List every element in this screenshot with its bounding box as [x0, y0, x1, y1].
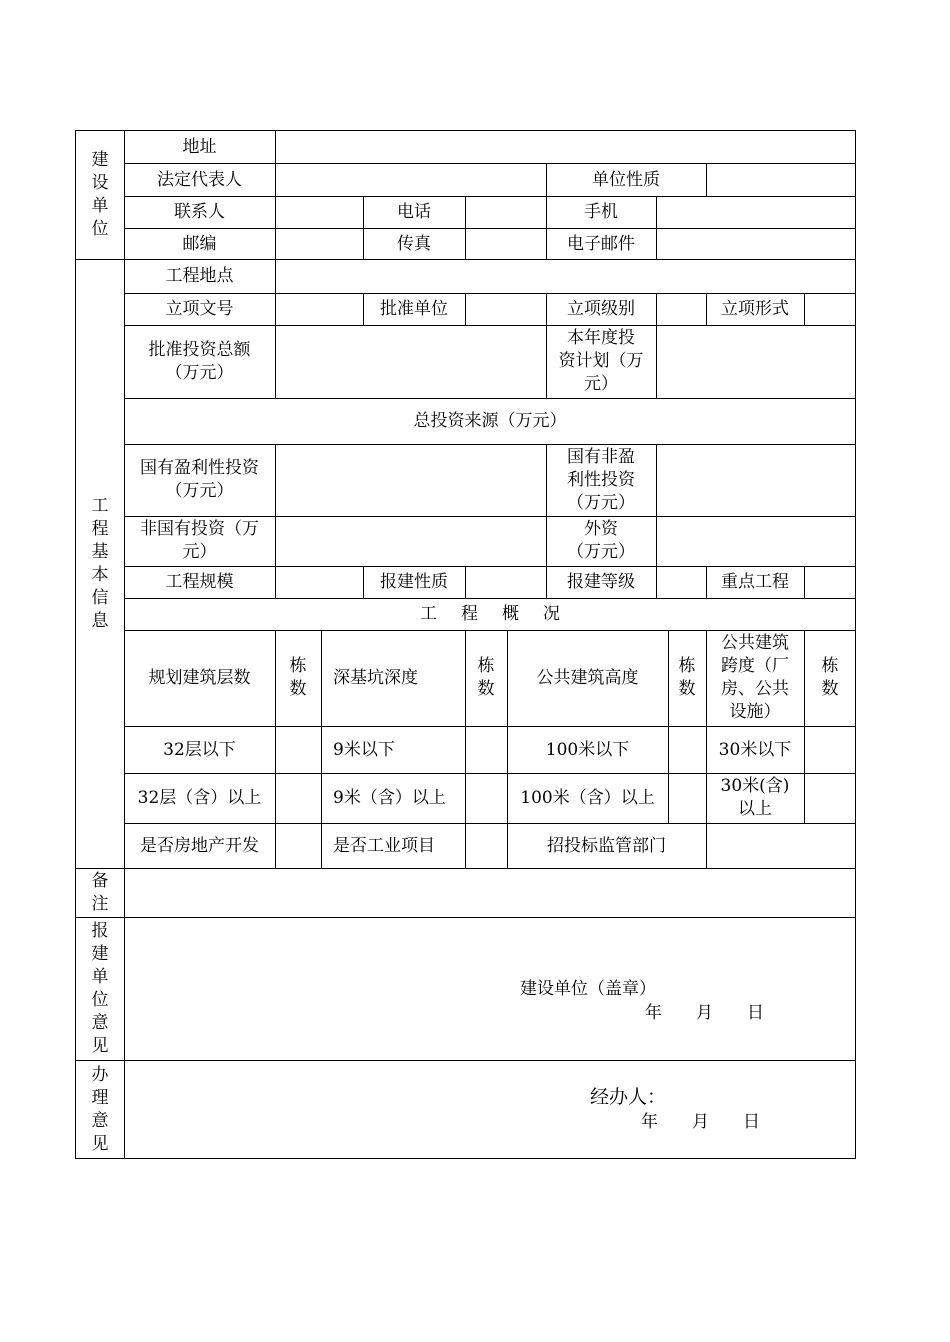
contact-field[interactable]: [275, 196, 363, 228]
label-line: 非国有投资（万: [140, 519, 259, 539]
vertical-char: 单: [91, 967, 109, 987]
phone-label: 电话: [397, 202, 431, 222]
construction-unit-section-label: [75, 130, 125, 260]
approval-level-field[interactable]: [656, 293, 706, 325]
industrial-field[interactable]: [465, 823, 507, 868]
label-line: （万元）: [567, 542, 635, 562]
real-estate-label: 是否房地产开发: [140, 835, 259, 856]
vertical-char: 设: [91, 173, 109, 193]
approval-doc-field[interactable]: [275, 293, 363, 325]
filing-opinion-field[interactable]: [124, 917, 856, 1060]
public-span-label: [706, 630, 804, 726]
seal-text: 建设单位（盖章）: [520, 979, 656, 999]
non-state-field[interactable]: [275, 516, 546, 566]
vertical-char: 见: [91, 1036, 109, 1056]
vertical-char: 建: [91, 150, 109, 170]
vertical-char: 程: [91, 519, 109, 539]
project-info-section-label: [75, 259, 125, 869]
label-line: 元）: [584, 374, 618, 394]
vertical-char: 数: [477, 679, 495, 699]
vertical-char: 信: [91, 588, 109, 608]
building-count-label: [465, 630, 507, 726]
label-line: 公共建筑: [721, 633, 789, 653]
overview-heading: [124, 598, 856, 630]
approval-unit-field[interactable]: [465, 293, 546, 325]
vertical-text: [92, 870, 109, 916]
label-line: （万元）: [567, 492, 635, 513]
annual-plan-label: [546, 325, 656, 398]
state-nonprofit-field[interactable]: [656, 444, 856, 516]
email-label: 电子邮件: [567, 233, 635, 254]
approval-level-label: 立项级别: [567, 299, 635, 319]
pit-depth-label: 深基坑深度: [333, 668, 418, 688]
label-line: 利性投资: [567, 469, 635, 490]
span-above-count-field[interactable]: [804, 773, 856, 823]
handler-text: 经办人：: [590, 1086, 667, 1108]
postcode-label: 邮编: [182, 233, 217, 254]
vertical-char: 基: [91, 542, 109, 562]
label-line: 房、公共: [721, 679, 789, 699]
label-line: 国有盈利性投资: [140, 458, 259, 478]
vertical-text: [679, 655, 696, 701]
filing-nature-label: 报建性质: [380, 572, 448, 592]
remarks-section-label: [75, 868, 125, 918]
remarks-field[interactable]: [124, 868, 856, 917]
height-below-label: 100米以下: [545, 739, 630, 760]
address-field[interactable]: [275, 130, 856, 163]
state-profit-label: [124, 444, 275, 516]
vertical-char: 位: [91, 990, 109, 1010]
fax-field[interactable]: [465, 228, 546, 259]
pit-above-label: 9米（含）以上: [333, 788, 446, 808]
vertical-text: [478, 655, 495, 701]
label-line: 批准投资总额: [148, 339, 251, 360]
filing-opinion-section-label: [75, 917, 125, 1061]
vertical-char: 建: [91, 944, 109, 964]
building-count-label: [275, 630, 321, 726]
vertical-text: [92, 149, 109, 241]
handling-date-text: 年 月 日: [641, 1112, 760, 1132]
vertical-char: 意: [91, 1013, 109, 1033]
postcode-field[interactable]: [275, 228, 363, 259]
scale-field[interactable]: [275, 566, 363, 598]
vertical-char: 位: [91, 219, 109, 239]
vertical-char: 意: [91, 1110, 109, 1131]
handling-opinion-section-label: [75, 1060, 125, 1159]
filing-date-text: 年 月 日: [645, 1003, 764, 1023]
mobile-field[interactable]: [656, 196, 856, 228]
pit-below-label: 9米以下: [333, 739, 395, 760]
annual-plan-field[interactable]: [656, 325, 856, 398]
pit-above-count-field[interactable]: [465, 773, 507, 823]
vertical-char: 本: [91, 565, 109, 585]
approval-unit-label: 批准单位: [380, 299, 448, 319]
contact-label: 联系人: [174, 202, 225, 222]
label-line: 30米(含): [720, 776, 790, 796]
vertical-char: 注: [91, 894, 109, 914]
approved-total-label: [124, 325, 275, 398]
label-line: （万元）: [165, 481, 234, 501]
label-line: 外资: [584, 519, 618, 539]
vertical-char: 栋: [678, 656, 696, 676]
label-line: 以上: [738, 799, 772, 819]
location-field[interactable]: [275, 259, 856, 293]
vertical-char: 数: [289, 679, 307, 699]
bidding-dept-label: 招投标监管部门: [547, 835, 666, 856]
label-line: 设施）: [729, 702, 781, 722]
height-above-label: 100米（含）以上: [520, 788, 655, 808]
state-nonprofit-label: [546, 444, 656, 516]
key-project-field[interactable]: [804, 566, 856, 598]
vertical-text: [92, 495, 109, 633]
filing-grade-field[interactable]: [656, 566, 706, 598]
pit-below-count-field[interactable]: [465, 726, 507, 773]
approval-form-field[interactable]: [804, 293, 856, 325]
vertical-char: 栋: [821, 656, 839, 676]
funding-source-heading: 总投资来源（万元）: [413, 411, 567, 431]
approval-doc-label: 立项文号: [165, 299, 234, 319]
filing-grade-label: 报建等级: [567, 572, 635, 592]
floors-above-count-field[interactable]: [275, 773, 321, 823]
span-below-label: 30米以下: [718, 739, 792, 760]
vertical-char: 数: [678, 679, 696, 699]
vertical-text: [92, 920, 109, 1058]
non-state-label: [124, 516, 275, 566]
vertical-char: 栋: [289, 656, 307, 676]
real-estate-field[interactable]: [275, 823, 321, 868]
floors-above-label: 32层（含）以上: [137, 788, 262, 808]
legal-rep-label: 法定代表人: [157, 169, 242, 190]
unit-nature-label: 单位性质: [592, 169, 660, 190]
public-height-label: 公共建筑高度: [536, 668, 639, 688]
label-line: 元）: [182, 542, 217, 562]
floors-below-label: 32层以下: [163, 739, 236, 760]
vertical-text: [92, 1064, 109, 1156]
key-project-label: 重点工程: [721, 572, 789, 592]
email-field[interactable]: [656, 228, 856, 259]
span-above-label: [706, 773, 804, 823]
approval-form-label: 立项形式: [721, 299, 789, 319]
floors-below-count-field[interactable]: [275, 726, 321, 773]
state-profit-field[interactable]: [275, 444, 546, 516]
scale-label: 工程规模: [165, 572, 234, 592]
label-line: 资计划（万: [558, 351, 644, 371]
vertical-char: 工: [91, 496, 109, 516]
vertical-char: 办: [91, 1064, 109, 1085]
mobile-label: 手机: [584, 202, 618, 222]
label-line: 国有非盈: [567, 446, 635, 467]
approved-total-field[interactable]: [275, 325, 546, 398]
industrial-label: 是否工业项目: [333, 835, 435, 856]
height-above-count-field[interactable]: [668, 773, 706, 823]
bidding-dept-field[interactable]: [706, 823, 856, 868]
foreign-label: [546, 516, 656, 566]
label-line: （万元）: [165, 362, 234, 383]
vertical-text: [290, 655, 307, 701]
height-below-count-field[interactable]: [668, 726, 706, 773]
span-below-count-field[interactable]: [804, 726, 856, 773]
vertical-char: 单: [91, 196, 109, 216]
vertical-char: 见: [91, 1133, 109, 1154]
vertical-char: 理: [91, 1087, 109, 1108]
foreign-field[interactable]: [656, 516, 856, 566]
legal-rep-field[interactable]: [275, 163, 546, 196]
fax-label: 传真: [397, 233, 431, 254]
planned-floors-label: 规划建筑层数: [148, 668, 251, 688]
address-label: 地址: [182, 136, 217, 157]
label-line: 本年度投: [567, 328, 635, 348]
vertical-char: 备: [91, 871, 109, 891]
vertical-char: 栋: [477, 656, 495, 676]
vertical-char: 数: [821, 679, 839, 699]
vertical-char: 报: [91, 921, 109, 941]
phone-field[interactable]: [465, 196, 546, 228]
building-count-label: [668, 630, 706, 726]
unit-nature-field[interactable]: [706, 163, 856, 196]
vertical-char: 息: [91, 611, 109, 631]
overview-heading-text: 工程概况: [420, 604, 584, 624]
filing-nature-field[interactable]: [465, 566, 546, 598]
building-count-label: [804, 630, 856, 726]
vertical-text: [822, 655, 839, 701]
label-line: 跨度（厂: [721, 656, 789, 676]
location-label: 工程地点: [165, 266, 234, 286]
